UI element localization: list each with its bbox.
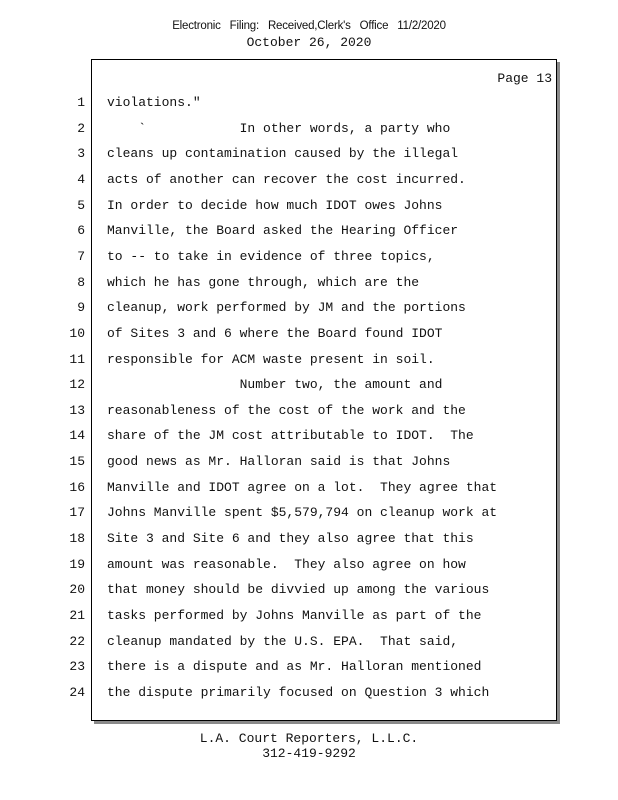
line-text: good news as Mr. Halloran said is that Johns: [107, 454, 451, 470]
line-text: cleanup, work performed by JM and the portions: [107, 300, 466, 316]
line-text: Johns Manville spent $5,579,794 on cleanup work at: [107, 505, 498, 521]
transcript-line: [0, 582, 560, 600]
line-number: 8: [77, 274, 85, 290]
line-number: 19: [69, 556, 85, 572]
line-number: 11: [69, 351, 85, 367]
transcript-line: [0, 352, 560, 370]
line-number: 3: [77, 146, 85, 162]
line-text: acts of another can recover the cost incurred.: [107, 171, 466, 187]
transcript-line: [0, 634, 560, 652]
transcript-line: [0, 249, 560, 267]
line-number: 9: [77, 300, 85, 316]
filing-stamp: Electronic Filing: Received,Clerk's Office 11/2/2020: [172, 20, 446, 32]
transcript-line: [0, 685, 560, 703]
line-text: to -- to take in evidence of three topics,: [107, 248, 435, 264]
line-text: Number two, the amount and: [107, 377, 443, 393]
transcript-line: [0, 608, 560, 626]
line-number: 6: [77, 223, 85, 239]
transcript-line: [0, 172, 560, 190]
transcript-line: [0, 95, 560, 113]
line-number: 5: [77, 197, 85, 213]
transcript-line: [0, 146, 560, 164]
line-number: 21: [69, 608, 85, 623]
line-text: Site 3 and Site 6 and they also agree that this: [107, 531, 474, 547]
line-number: 16: [69, 479, 85, 495]
transcript-line: [0, 326, 560, 344]
line-text: cleanup mandated by the U.S. EPA. That said,: [107, 633, 459, 649]
transcript-line: [0, 531, 560, 549]
line-text: cleans up contamination caused by the illegal: [107, 146, 459, 162]
line-text: which he has gone through, which are the: [107, 274, 420, 290]
line-number: 18: [69, 531, 85, 547]
line-number: 14: [69, 428, 85, 444]
line-text: violations.": [107, 95, 201, 110]
line-number: 15: [69, 454, 85, 470]
line-text: of Sites 3 and 6 where the Board found IDOT: [107, 325, 443, 341]
line-number: 2: [77, 120, 85, 136]
line-number: 10: [69, 325, 85, 341]
line-number: 7: [77, 248, 85, 264]
line-number: 12: [69, 377, 85, 393]
line-text: ` In other words, a party who: [107, 120, 451, 136]
transcript-line: [0, 454, 560, 472]
line-text: Manville and IDOT agree on a lot. They agree that: [107, 479, 498, 495]
transcript-line: [0, 121, 560, 139]
transcript-line: [0, 659, 560, 677]
transcript-line: [0, 223, 560, 241]
transcript-line: [0, 377, 560, 395]
line-number: 13: [69, 402, 85, 418]
line-number: 17: [69, 505, 85, 521]
line-text: responsible for ACM waste present in soil.: [107, 351, 435, 367]
line-number: 20: [69, 582, 85, 598]
transcript-line: [0, 275, 560, 293]
line-text: the dispute primarily focused on Question 3 which: [107, 684, 490, 700]
hearing-date: October 26, 2020: [246, 35, 372, 50]
page-number: Page 13: [497, 71, 552, 86]
line-number: 23: [69, 659, 85, 675]
line-text: tasks performed by Johns Manville as part of the: [107, 608, 482, 623]
line-text: share of the JM cost attributable to IDOT. The: [107, 428, 474, 444]
transcript-line: [0, 428, 560, 446]
reporter-company: L.A. Court Reporters, L.L.C.: [199, 731, 419, 746]
line-text: reasonableness of the cost of the work and the: [107, 402, 466, 418]
line-number: 24: [69, 684, 85, 700]
line-text: amount was reasonable. They also agree on how: [107, 556, 466, 572]
transcript-line: [0, 403, 560, 421]
line-number: 1: [77, 95, 85, 110]
transcript-line: [0, 300, 560, 318]
transcript-line: [0, 480, 560, 498]
transcript-line: [0, 557, 560, 575]
transcript-line: [0, 198, 560, 216]
transcript-line: [0, 505, 560, 523]
line-text: In order to decide how much IDOT owes Johns: [107, 197, 443, 213]
line-number: 4: [77, 171, 85, 187]
line-text: that money should be divvied up among the various: [107, 582, 490, 598]
line-number: 22: [69, 633, 85, 649]
reporter-phone: 312-419-9292: [262, 746, 356, 761]
line-text: there is a dispute and as Mr. Halloran mentioned: [107, 659, 482, 675]
line-text: Manville, the Board asked the Hearing Officer: [107, 223, 459, 239]
